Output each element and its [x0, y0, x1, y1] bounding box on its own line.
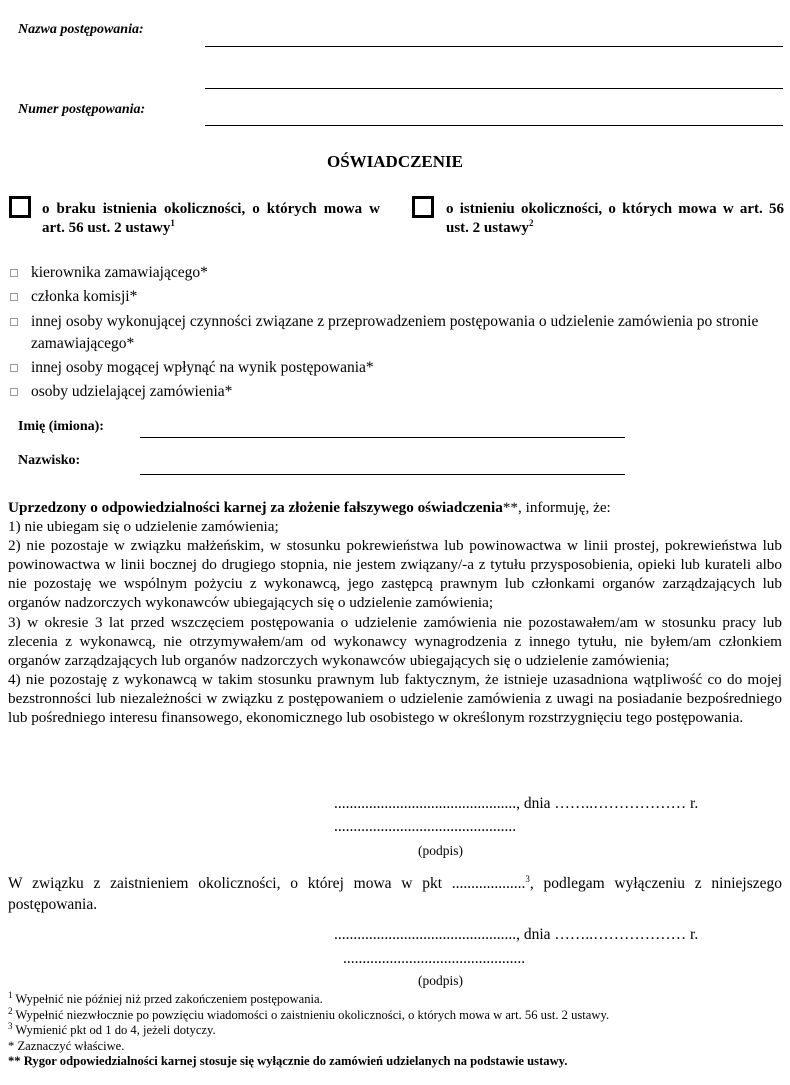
role-checkbox[interactable]	[10, 364, 18, 372]
last-name-label: Nazwisko:	[18, 453, 81, 468]
role-label: innej osoby mogącej wpłynąć na wynik postępowania*	[31, 359, 374, 376]
place-date-field[interactable]: ..............................................., dnia ……..……………… r.	[334, 795, 699, 812]
footnote-2: $^2$ Wypełnić niezwłocznie po powzięciu wiadomości o zaistnieniu okoliczności, o których mowa w art. 56 ust. 2 ustawy.	[8, 1005, 610, 1022]
signature-line[interactable]: ...............................................	[334, 818, 517, 835]
declaration-item-2: 2) nie pozostaje w związku małżeńskim, w stosunku pokrewieństwa lub powinowactwa w linii prostej, pokrewieństwa lub powinowactwa w linii bocznej do drugiego stopnia, nie jestem związany/-a z tytułu przysposobienia, opieki lub kurateli albo nie pozostaję we wspólnym pożyciu z wykonawcą, jego zastępcą prawnym lub członkami organów zarządzających lub organów nadzorczych wykonawców ubiegających się o udzielenie zamówienia;	[8, 537, 782, 612]
procedure-number-line[interactable]	[205, 125, 783, 126]
signature-line-2[interactable]: ...............................................	[343, 950, 526, 967]
procedure-name-line-2[interactable]	[205, 88, 783, 89]
last-name-line[interactable]	[140, 474, 625, 475]
footnote-3: $^3$ Wymienić pkt od 1 do 4, jeżeli dotyczy.	[8, 1020, 216, 1037]
role-label: członka komisji*	[31, 288, 138, 305]
place-date-field-2[interactable]: ..............................................., dnia ……..……………… r.	[334, 926, 699, 943]
declaration-body	[8, 498, 782, 727]
declaration-item-1: 1) nie ubiegam się o udzielenie zamówienia;	[8, 518, 279, 536]
procedure-number-label: Numer postępowania:	[18, 102, 146, 117]
procedure-name-line[interactable]	[205, 46, 783, 47]
signature-label: (podpis)	[418, 843, 463, 858]
option-no-circumstances-label: o braku istnienia okoliczności, o których mowa w art. 56 ust. 2 ustawy$^1$	[42, 201, 380, 236]
footnote-double-star: ** Rygor odpowiedzialności karnej stosuje się wyłącznie do zamówień udzielanych na podstawie ustawy.	[8, 1054, 568, 1068]
role-label: osoby udzielającej zamówienia*	[31, 383, 233, 400]
signature-label-2: (podpis)	[418, 973, 463, 988]
procedure-name-label: Nazwa postępowania:	[18, 22, 144, 37]
role-checkbox[interactable]	[10, 293, 18, 301]
option-no-circumstances-checkbox[interactable]	[9, 196, 31, 218]
declaration-item-3: 3) w okresie 3 lat przed wszczęciem postępowania o udzielenie zamówienia nie pozostawałem/am w stosunku pracy lub zlecenia z wykonawcą, nie otrzymywałem/am od wykonawcy wynagrodzenia z innego tytułu, nie byłem/am członkiem organów zarządzających lub organów nadzorczych wykonawców ubiegających się o udzielenie zamówienia;	[8, 613, 782, 669]
option-circumstances-label: o istnieniu okoliczności, o których mowa w art. 56 ust. 2 ustawy$^2$	[446, 201, 784, 236]
declaration-intro: Uprzedzony o odpowiedzialności karnej za złożenie fałszywego oświadczenia**, informuję, że:	[8, 499, 611, 516]
footnote-star: * Zaznaczyć właściwe.	[8, 1038, 125, 1053]
page-title: OŚWIADCZENIE	[326, 152, 464, 171]
first-name-line[interactable]	[140, 437, 625, 438]
option-circumstances-checkbox[interactable]	[412, 196, 434, 218]
first-name-label: Imię (imiona):	[18, 419, 104, 434]
role-checkbox[interactable]	[10, 269, 18, 277]
exclusion-statement: W związku z zaistnieniem okoliczności, o której mowa w pkt ...................$^3$, podlegam wyłączeniu z niniejszego postępowania.	[8, 873, 782, 913]
footnote-1: $^1$ Wypełnić nie później niż przed zakończeniem postępowania.	[8, 989, 323, 1006]
declaration-item-4: 4) nie pozostaję z wykonawcą w takim stosunku prawnym lub faktycznym, że istnieje uzasadniona wątpliwość co do mojej bezstronności lub niezależności w związku z postępowaniem o udzielenie zamówienia z uwagi na posiadanie bezpośredniego lub pośredniego interesu finansowego, ekonomicznego lub osobistego w określonym rozstrzygnięciu tego postępowania.	[8, 670, 782, 727]
role-checkbox[interactable]	[10, 318, 18, 326]
role-label: kierownika zamawiającego*	[31, 264, 208, 281]
role-label: innej osoby wykonującej czynności związane z przeprowadzeniem postępowania o udzielenie zamówienia po stronie zamawiającego*	[31, 313, 759, 352]
footnotes	[8, 989, 788, 1070]
role-checkbox[interactable]	[10, 388, 18, 396]
